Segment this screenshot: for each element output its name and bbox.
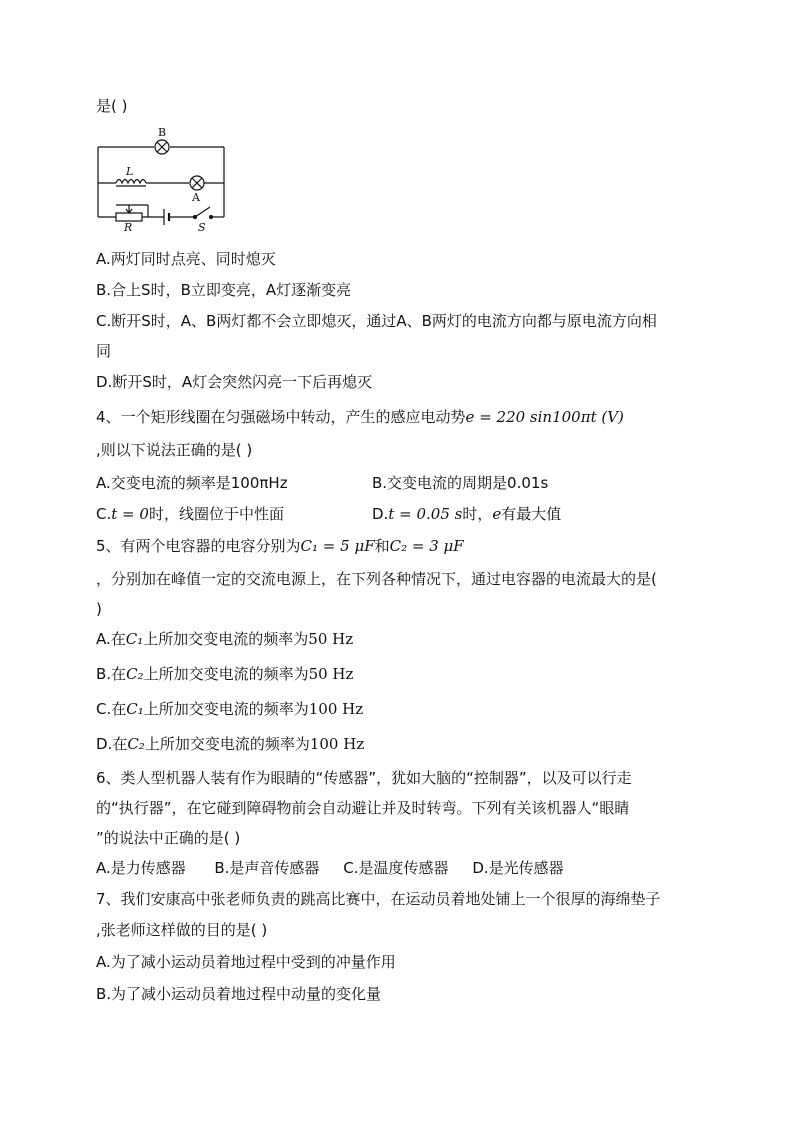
q4-option-d-e: e <box>492 505 502 523</box>
q5-option-c-freq: 100 Hz <box>308 700 364 718</box>
q7-option-b: B.为了减小运动员着地过程中动量的变化量 <box>96 985 382 1003</box>
q5-option-c-cap: C₁ <box>126 700 144 718</box>
q7-line1: 7、我们安康高中张老师负责的跳高比赛中，在运动员着地处铺上一个很厚的海绵垫子 <box>96 890 661 908</box>
q5-option-a-suffix: 上所加交变电流的频率为 <box>143 630 309 648</box>
q5-stem-part1: 5、有两个电容器的电容分别为 <box>96 537 301 555</box>
q4-option-c <box>96 504 284 524</box>
q5-option-a <box>96 629 353 649</box>
q3-option-b: B.合上S时，B立即变亮，A灯逐渐变亮 <box>96 281 352 299</box>
q4-options-row1 <box>96 473 288 493</box>
q4-option-b: B.交变电流的周期是0.01s <box>372 474 549 492</box>
q5-option-a-freq: 50 Hz <box>308 630 354 648</box>
inductor-icon <box>116 180 146 184</box>
q5-stem <box>96 536 464 556</box>
q4-option-d <box>372 504 561 524</box>
q5-option-d-suffix: 上所加交变电流的频率为 <box>144 735 310 753</box>
q5-option-d <box>96 734 364 754</box>
q4-stem <box>96 407 624 427</box>
q5-option-b-prefix: B.在 <box>96 665 127 683</box>
q5-option-b <box>96 664 353 684</box>
q7-line2: ,张老师这样做的目的是( ) <box>96 921 268 939</box>
q4-option-c-suffix: 时，线圈位于中性面 <box>148 505 284 523</box>
q4-option-d-math: t = 0.05 s <box>388 505 463 523</box>
q4-option-c-prefix: C. <box>96 505 112 523</box>
q5-option-d-prefix: D.在 <box>96 735 128 753</box>
q5-option-c-suffix: 上所加交变电流的频率为 <box>143 700 309 718</box>
q4-option-d-suffix: 有最大值 <box>501 505 562 523</box>
q6-line1: 6、类人型机器人装有作为眼睛的“传感器”，犹如大脑的“控制器”，以及可以行走 <box>96 769 632 787</box>
rheostat-icon <box>116 213 142 221</box>
label-s: S <box>198 221 206 233</box>
q3-option-d: D.断开S时，A灯会突然闪亮一下后再熄灭 <box>96 373 373 391</box>
q5-and: 和 <box>374 537 390 555</box>
q5-option-a-cap: C₁ <box>125 630 144 648</box>
label-l: L <box>126 165 134 178</box>
q4-option-c-math: t = 0 <box>111 505 149 523</box>
q6-options: A.是力传感器 B.是声音传感器 C.是温度传感器 D.是光传感器 <box>96 859 564 877</box>
q4-stem-part1: 4、一个矩形线圈在匀强磁场中转动，产生的感应电动势 <box>96 408 466 426</box>
q3-option-c: C.断开S时，A、B两灯都不会立即熄灭，通过A、B两灯的电流方向都与原电流方向相 <box>96 312 657 330</box>
q4-option-a: A.交变电流的频率是100πHz <box>96 474 288 492</box>
q5-option-d-freq: 100 Hz <box>309 735 365 753</box>
q5-stem-cont: ，分别加在峰值一定的交流电源上，在下列各种情况下，通过电容器的电流最大的是( <box>96 570 657 588</box>
q4-emf-formula: e = 220 sin100πt (V) <box>465 408 624 426</box>
q3-option-a: A.两灯同时点亮、同时熄灭 <box>96 250 276 268</box>
q5-option-b-cap: C₂ <box>126 665 144 683</box>
q5-option-b-suffix: 上所加交变电流的频率为 <box>143 665 309 683</box>
label-a: A <box>192 191 200 204</box>
q6-line3: ”的说法中正确的是( ) <box>96 829 241 847</box>
label-r: R <box>124 221 133 233</box>
switch-icon <box>195 207 210 217</box>
label-b: B <box>158 126 167 139</box>
q5-c1: C₁ = 5 μF <box>300 537 375 555</box>
circuit-diagram <box>94 125 234 233</box>
q7-option-a: A.为了减小运动员着地过程中受到的冲量作用 <box>96 953 396 971</box>
q5-option-b-freq: 50 Hz <box>308 665 354 683</box>
q5-option-c-prefix: C.在 <box>96 700 127 718</box>
q4-option-d-mid: 时， <box>462 505 493 523</box>
q5-stem-close: ) <box>96 600 102 618</box>
q6-line2: 的“执行器”，在它碰到障碍物前会自动避让并及时转弯。下列有关该机器人“眼睛 <box>96 799 630 817</box>
q4-stem-cont: ,则以下说法正确的是( ) <box>96 441 253 459</box>
q4-option-d-prefix: D. <box>372 505 389 523</box>
q5-option-d-cap: C₂ <box>127 735 145 753</box>
q5-c2: C₂ = 3 μF <box>389 537 464 555</box>
q5-option-c <box>96 699 363 719</box>
q5-option-a-prefix: A.在 <box>96 630 126 648</box>
q3-option-c-cont: 同 <box>96 342 112 360</box>
q3-stem-tail: 是( ) <box>96 97 128 115</box>
